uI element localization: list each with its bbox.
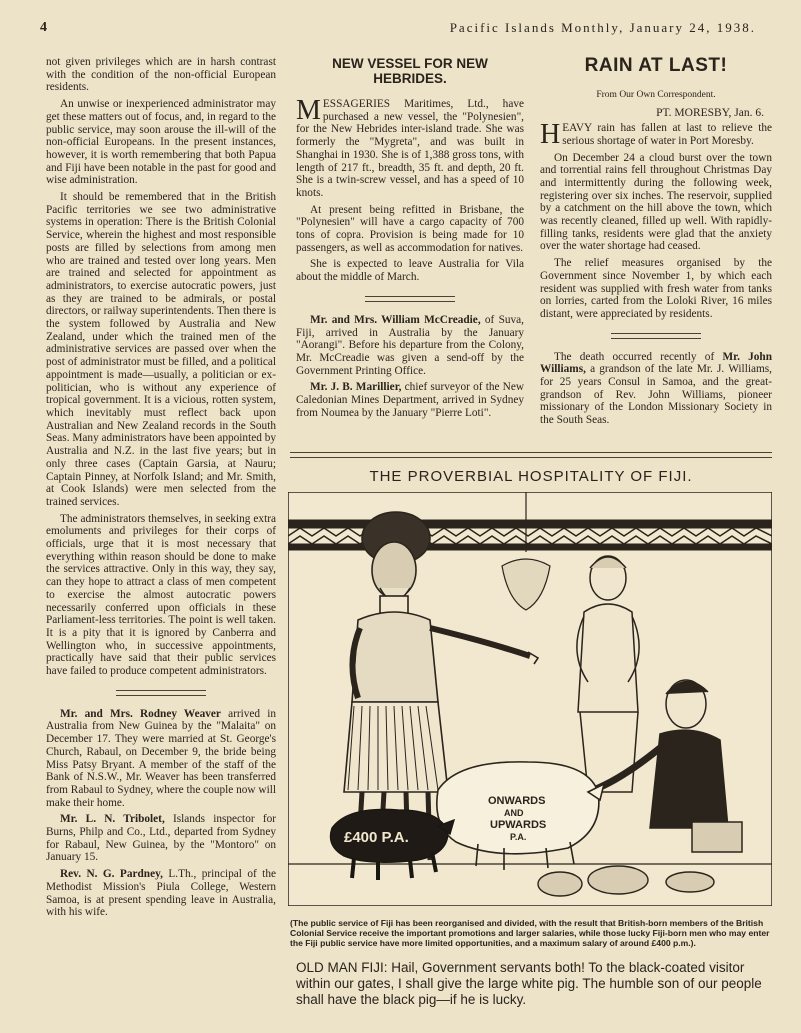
cartoon-illustration (288, 492, 772, 906)
cartoon-top-rule (290, 452, 772, 458)
personal-note (46, 868, 276, 919)
vessel-paragraph: At present being refitted in Brisbane, the "Polynesien" will have a cargo capacity of 700 tons of copra. Provision is being made for 10 passengers, as well as accommodation for natives. (296, 203, 524, 254)
vessel-lead (296, 95, 524, 200)
rain-column (540, 56, 772, 431)
rain-paragraph: On December 24 a cloud burst over the town and torrential rains fell throughout Christmas Day and intermittently during the following week, registering over six inches. The reservoir, supplied by a catchment on the hill above the town, which was recently cleaned, filled up well. With rapidly-filling tanks, residents were glad that the anxiety over the water shortage had ceased. (540, 151, 772, 253)
vessel-lead-text: ESSAGERIES Maritimes, Ltd., have purchased a new vessel, the "Polynesien", for the New Hebrides inter-island trade. She was formerly the "Mygreta", and was built in Shanghai in 1930. She is of 1,388 gross tons, with length of 217 ft., breadth, 35 ft. and depth, 20 ft. She is a twin-screw vessel, and has a speed of 10 knots. (296, 98, 524, 199)
black-pig-label: £400 P.A. (344, 829, 409, 846)
cartoon-title: THE PROVERBIAL HOSPITALITY OF FIJI. (369, 468, 693, 485)
rain-lead (540, 119, 772, 151)
personal-note (296, 314, 524, 378)
cartoon-caption: (The public service of Fiji has been reorganised and divided, with the result that British-born members of the British Colonial Service receive the important promotions and larger salaries, while those lucky Fiji-born men who may enter the Fiji public service have more limited opportunities, and a maximum salary of around £400 p.m.). (290, 918, 770, 948)
editorial-paragraph: It should be remembered that in the British Pacific territories we see two administrative systems in operation: There is the British Colonial Service, wherein the highest and most responsible posts are filled by selections from among men who are trained and tested over long years. Men are trained and selected for appointment as administrators, to exercise autocratic powers, just as they are trained to be admirals, or postal directors, or railway superintendents. Then there is the system followed by Australia and New Zealand, under which the trained men of the administrative services are passed over when the post of administrator must be filled, and a political appointment is made—usually, a politician or ex-politician, who is without any experience of tropical government. It is a vicious, rotten system, which inevitably must reflect back upon Australian and New Zealand records in the South Seas. Many administrators have been appointed by Australia and N.Z. in the last five years; but in only three cases (Captain Garsia, at Nauru; Captain Pinney, at Norfolk Island; and Mr. Smith, at Cook Islands) were men selected from the trained services. (46, 191, 276, 508)
note-text: Islands inspector for Burns, Philp and Co., Ltd., departed from Sydney for Rabaul, New Guinea, by the "Montoro" on January 15. (46, 813, 276, 864)
note-text: L.Th., principal of the Methodist Mission's Piula College, Western Samoa, is at present spending leave in Australia, with his wife. (46, 868, 276, 919)
rain-lead-text: EAVY rain has fallen at last to relieve the serious shortage of water in Port Moresby. (562, 122, 772, 147)
white-pig-label-line1: ONWARDS (488, 795, 546, 807)
note-text: arrived in Australia from New Guinea by the "Malaita" on December 17. They were married at St. George's Church, Rabaul, on December 9, the bride being Miss Patsy Bryant. A member of the staff of the Bank of N.S.W., Mr. Weaver has been transferred from Rabaul to Sydney, where the couple now will make their home. (46, 707, 276, 809)
vessel-column (296, 56, 524, 423)
vessel-paragraph: She is expected to leave Australia for Vila about the middle of March. (296, 258, 524, 284)
publication-line: Pacific Islands Monthly, January 24, 1938. (449, 20, 756, 35)
white-pig-label-line3: UPWARDS (490, 819, 547, 831)
personal-note (296, 381, 524, 419)
note-text: of Suva, Fiji, arrived in Australia by the January "Aorangi". Before his departure from the Colony, Mr. McCreadie was given a send-off by the Government Printing Office. (296, 313, 524, 377)
section-divider (116, 690, 206, 696)
running-head (40, 20, 770, 42)
section-divider (365, 296, 455, 302)
white-pig-label-line2: AND (504, 808, 524, 818)
note-name: Mr. J. B. Marillier, (310, 381, 402, 394)
personal-note (46, 813, 276, 864)
note-name: Mr. and Mrs. William McCreadie, (310, 313, 481, 326)
editorial-column (46, 56, 276, 923)
editorial-paragraph: The administrators themselves, in seeking extra emoluments and privileges for their corps of officials, urge that it is most necessary that everything within reason should be done to make the services attractive. Only in this way, they say, can they hope to attract a class of men competent to exercise the almost autocratic powers necessarily conferred upon officials in these Parliament-less territories. The point is well taken. It is a pity that it is ignored by Canberra and Wellington who, in successive appointments, practically have said that their public services have failed to produce competent administrators. (46, 512, 276, 678)
editorial-paragraph: not given privileges which are in harsh contrast with the condition of the non-official European residents. (46, 56, 276, 94)
personal-note (46, 708, 276, 810)
death-notice-post: a grandson of the late Mr. J. Williams, for 25 years Consul in Samoa, and the great-grandson of Rev. John Williams, pioneer missionary of the London Missionary Society in the South Seas. (540, 363, 772, 427)
correspondent-line: From Our Own Correspondent. (596, 89, 716, 100)
rain-headline: RAIN AT LAST! (584, 55, 728, 76)
page-number: 4 (40, 20, 47, 35)
death-notice (540, 351, 772, 427)
editorial-paragraph: An unwise or inexperienced administrator may get these matters out of focus, and, in regard to the public service, may soon arouse the ill-will of the non-official Europeans. In the present instances, however, it is worth remembering that both Papua and Fiji have been notable in the past for good and wise administration. (46, 98, 276, 187)
drop-cap: M (296, 95, 321, 126)
rain-paragraph: The relief measures organised by the Government since November 1, by which each resident was supplied with fresh water from tanks on lorries, carted from the Loloki River, 16 miles distant, were appreciated by residents. (540, 257, 772, 320)
dateline: PT. MORESBY, Jan. 6. (656, 107, 764, 120)
note-name: Rev. N. G. Pardney, (60, 868, 163, 881)
section-divider (611, 333, 701, 339)
death-notice-name: Mr. John Williams, (540, 350, 773, 376)
drop-cap: H (540, 119, 561, 151)
note-text: chief surveyor of the New Caledonian Mines Department, arrived in Sydney from Noumea by the January "Pierre Loti". (296, 381, 524, 419)
white-pig-label-line4: P.A. (510, 832, 527, 842)
cartoon-speech: OLD MAN FIJI: Hail, Government servants both! To the black-coated visitor within our gates, I shall give the large white pig. The humble son of our people shall have the black pig—if he is lucky. (296, 960, 762, 1007)
vessel-headline: NEW VESSEL FOR NEW HEBRIDES. (332, 56, 488, 86)
note-name: Mr. L. N. Tribolet, (60, 813, 165, 826)
note-name: Mr. and Mrs. Rodney Weaver (60, 707, 221, 720)
death-notice-pre: The death occurred recently of (554, 350, 723, 363)
